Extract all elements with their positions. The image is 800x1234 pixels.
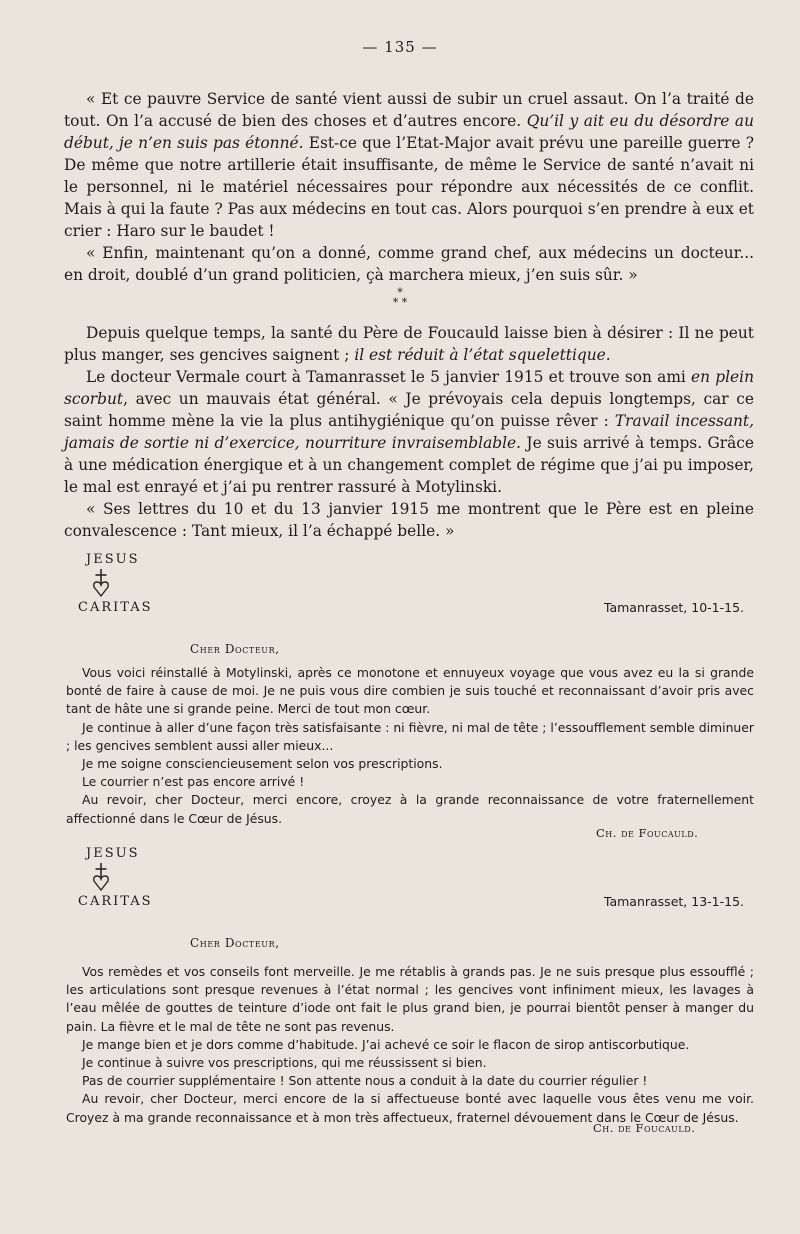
letterhead-jesus: JESUS — [86, 552, 140, 567]
letter-paragraph: Au revoir, cher Docteur, merci encore, croyez à la grande reconnaissance de votre fraternellement affectionné dans le Cœur de Jésus. — [66, 792, 754, 826]
narrative-paragraph: Depuis quelque temps, la santé du Père de Foucauld laisse bien à désirer : Il ne peut plus manger, ses gencives saignent ; il est réduit à l’état squelettique. — [64, 324, 754, 364]
separator-bottom-stars: * * — [392, 296, 408, 309]
letter-body-1 — [66, 664, 754, 828]
narrative-block-2 — [64, 322, 754, 542]
letter-heading — [78, 552, 744, 622]
letterhead-caritas: CARITAS — [78, 894, 153, 909]
narrative-paragraph: « Enfin, maintenant qu’on a donné, comme grand chef, aux médecins un docteur... en droit, doublé d’un grand politicien, çà marchera mieux, j’en suis sûr. » — [64, 244, 754, 284]
separator-top-star: * — [397, 286, 403, 299]
letter-salutation: Cher Docteur, — [190, 936, 280, 950]
page-number: — 135 — — [362, 38, 438, 56]
letter-dateline: Tamanrasset, 13-1-15. — [603, 894, 744, 909]
letterhead-jesus: JESUS — [86, 846, 140, 861]
section-separator — [0, 288, 800, 308]
letter-signature: Ch. de Foucauld. — [596, 826, 699, 840]
letter-signature: Ch. de Foucauld. — [593, 1121, 696, 1135]
cross-heart-icon — [92, 862, 110, 892]
letter-paragraph: Pas de courrier supplémentaire ! Son attente nous a conduit à la date du courrier régulier ! — [82, 1073, 648, 1089]
letter-paragraph: Je continue à suivre vos prescriptions, qui me réussissent si bien. — [82, 1055, 487, 1071]
narrative-paragraph: « Et ce pauvre Service de santé vient aussi de subir un cruel assaut. On l’a traité de tout. On l’a accusé de bien des choses et d’autres encore. Qu’il y ait eu du désordre au début, je n’en suis pas étonné. Est-ce que l’Etat-Major avait prévu une pareille guerre ? De même que notre artillerie était insuffisante, de même le Service de santé n’avait ni le personnel, ni le matériel nécessaires pour répondre aux nécessités de ce conflit. Mais à qui la faute ? Pas aux médecins en tout cas. Alors pourquoi s’en prendre à eux et crier : Haro sur le baudet ! — [64, 90, 754, 240]
letter-paragraph: Le courrier n’est pas encore arrivé ! — [82, 774, 305, 790]
letter-salutation: Cher Docteur, — [190, 642, 280, 656]
letter-paragraph: Je continue à aller d’une façon très satisfaisante : ni fièvre, ni mal de tête ; l’essoufflement semble diminuer ; les gencives semblent aussi aller mieux... — [66, 719, 754, 753]
letter-paragraph: Vos remèdes et vos conseils font merveille. Je me rétablis à grands pas. Je ne suis presque plus essoufflé ; les articulations sont presque revenues à l’état normal ; les gencives vont infiniment mieux, les lavages à l’eau mêlée de gouttes de teinture d’iode ont fait le plus grand bien, je pourrai bientôt penser à manger du pain. La fièvre et le mal de tête ne sont pas revenus. — [66, 964, 754, 1034]
letter-paragraph: Vous voici réinstallé à Motylinski, après ce monotone et ennuyeux voyage que vous avez eu la si grande bonté de faire à cause de moi. Je ne puis vous dire combien je suis touché et reconnaissant d’avoir pris avec tant de hâte une si grande peine. Merci de tout mon cœur. — [66, 665, 754, 717]
letter-body-2 — [66, 963, 754, 1127]
letter-paragraph: Je me soigne consciencieusement selon vos prescriptions. — [82, 756, 443, 772]
narrative-paragraph: Le docteur Vermale court à Tamanrasset le 5 janvier 1915 et trouve son ami en plein scorbut, avec un mauvais état général. « Je prévoyais cela depuis longtemps, car ce saint homme mène la vie la plus antihygiénique qu’on puisse rêver : Travail incessant, jamais de sortie ni d’exercice, nourriture invraisemblable. Je suis arrivé à temps. Grâce à une médication énergique et à un changement complet de régime que j’ai pu imposer, le mal est enrayé et j’ai pu rentrer rassuré à Motylinski. — [64, 368, 755, 496]
narrative-block-1 — [64, 88, 754, 286]
letterhead-caritas: CARITAS — [78, 600, 153, 615]
letter-dateline: Tamanrasset, 10-1-15. — [603, 600, 744, 615]
narrative-paragraph: « Ses lettres du 10 et du 13 janvier 1915 me montrent que le Père est en pleine convalescence : Tant mieux, il l’a échappé belle. » — [64, 500, 754, 540]
letter-paragraph: Au revoir, cher Docteur, merci encore de la si affectueuse bonté avec laquelle vous êtes venu me voir. Croyez à ma grande reconnaissance et à mon très affectueux, fraternel dévouement dans le Cœur de Jésus. — [66, 1091, 754, 1125]
letter-paragraph: Je mange bien et je dors comme d’habitude. J’ai achevé ce soir le flacon de sirop antiscorbutique. — [82, 1036, 690, 1052]
cross-heart-icon — [92, 568, 110, 598]
letter-heading — [78, 846, 744, 916]
